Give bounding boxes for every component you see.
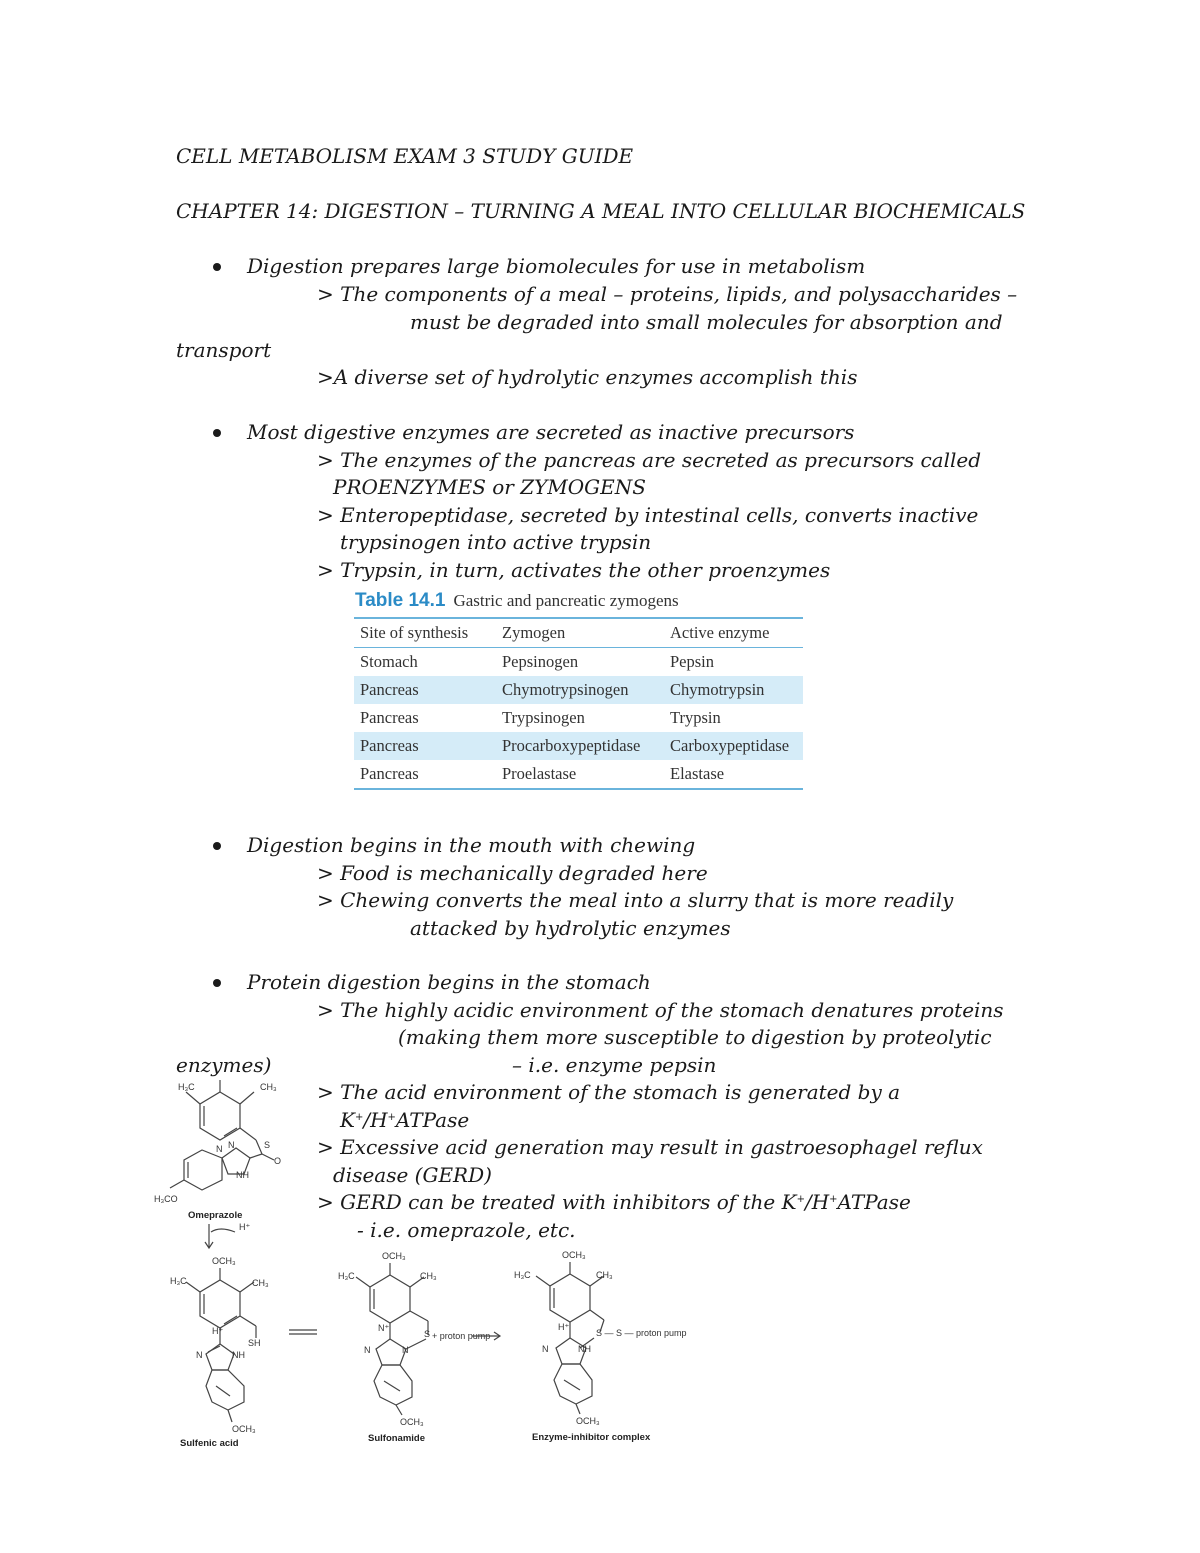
methyl-label: H₃C	[338, 1271, 355, 1281]
bullet-2-heading: Most digestive enzymes are secreted as inactive precursors	[247, 420, 855, 444]
sulfur-label: S	[424, 1329, 431, 1339]
bullet-1-line: >A diverse set of hydrolytic enzymes accomplish this	[317, 365, 858, 389]
bullet-2-line: > Trypsin, in turn, activates the other proenzymes	[317, 558, 831, 582]
proton-pump-label: + proton pump	[432, 1331, 491, 1341]
sulfenic-acid-label: Sulfenic acid	[180, 1438, 239, 1449]
methoxy-label: OCH₃	[232, 1424, 256, 1434]
proton-symbol: /H	[363, 1108, 388, 1132]
table-cell: Chymotrypsinogen	[496, 676, 664, 704]
methyl-label: CH₃	[420, 1271, 437, 1281]
hplus-label: H⁺	[558, 1322, 570, 1332]
bullet-1-line: transport	[176, 338, 272, 362]
table-cell: Trypsin	[670, 708, 721, 727]
bullet-dot	[213, 429, 221, 437]
bullet-dot	[213, 263, 221, 271]
table-header-row	[354, 618, 803, 648]
table-cell: Pancreas	[360, 708, 419, 727]
enzyme-inhibitor-label: Enzyme-inhibitor complex	[532, 1432, 651, 1443]
equilibrium-arrow	[285, 1322, 325, 1342]
superscript-plus: +	[796, 1194, 805, 1205]
table-cell: Proelastase	[496, 760, 664, 789]
hplus-label: H⁺	[212, 1326, 224, 1336]
bullet-dot	[213, 979, 221, 987]
bullet-2-line: PROENZYMES or ZYMOGENS	[333, 475, 646, 499]
table-row	[354, 648, 803, 677]
bullet-2-line: > Enteropeptidase, secreted by intestinal cells, converts inactive	[317, 503, 979, 527]
gerd-text: > GERD can be treated with inhibitors of the K	[317, 1190, 797, 1214]
methoxy-label: OCH₃	[400, 1417, 424, 1427]
table-row	[354, 732, 803, 760]
table-row	[354, 704, 803, 732]
table-header: Active enzyme	[664, 618, 803, 648]
bullet-1-line: > The components of a meal – proteins, lipids, and polysaccharides –	[317, 282, 1018, 306]
methyl-label: CH₃	[260, 1082, 277, 1092]
forward-arrow	[470, 1328, 510, 1344]
methoxy-label: OCH₃	[562, 1250, 586, 1260]
enzyme-inhibitor-structure	[510, 1242, 710, 1447]
nitrogen-label: N	[402, 1345, 409, 1355]
bullet-4-line: > The highly acidic environment of the stomach denatures proteins	[317, 998, 1004, 1022]
oxygen-label: O	[274, 1156, 282, 1166]
table-cell: Carboxypeptidase	[664, 732, 803, 760]
bullet-4-line: - i.e. omeprazole, etc.	[357, 1218, 576, 1242]
nh-label: NH	[236, 1170, 249, 1180]
chapter-heading: CHAPTER 14: DIGESTION – TURNING A MEAL INTO CELLULAR BIOCHEMICALS	[176, 199, 1026, 223]
nitrogen-label: N	[216, 1144, 223, 1154]
methyl-label: H₃C	[178, 1082, 195, 1092]
table-header: Zymogen	[496, 618, 664, 648]
superscript-plus: +	[829, 1194, 838, 1205]
methoxy-label: OCH₃	[576, 1416, 600, 1426]
bullet-4-line: (making them more susceptible to digestion by proteolytic	[398, 1025, 992, 1049]
bullet-4-line	[317, 1190, 911, 1214]
bullet-1-line: must be degraded into small molecules for absorption and	[410, 310, 1003, 334]
bullet-4-line: > Excessive acid generation may result in gastroesophagel reflux	[317, 1135, 983, 1159]
bullet-4-line	[340, 1108, 469, 1132]
bullet-3-line: > Chewing converts the meal into a slurry that is more readily	[317, 888, 954, 912]
bullet-4-line: enzymes)	[176, 1053, 272, 1077]
nitrogen-label: N	[364, 1345, 371, 1355]
table-cell: Stomach	[360, 652, 418, 671]
table-cell: Elastase	[664, 760, 803, 789]
proton-pump-label: S — S — proton pump	[596, 1328, 687, 1338]
omeprazole-structure	[150, 1070, 310, 1230]
nplus-label: N⁺	[378, 1323, 390, 1333]
sh-label: SH	[248, 1338, 261, 1348]
bullet-4-heading: Protein digestion begins in the stomach	[247, 970, 651, 994]
table-cell: Pancreas	[354, 676, 496, 704]
table-row	[354, 676, 803, 704]
proton-symbol: /H	[804, 1190, 830, 1214]
nitrogen-label: N	[196, 1350, 203, 1360]
sulfur-label: S	[264, 1140, 271, 1150]
methyl-label: CH₃	[252, 1278, 269, 1288]
bullet-2-line: > The enzymes of the pancreas are secreted as precursors called	[317, 448, 982, 472]
bullet-dot	[213, 842, 221, 850]
table-caption	[355, 590, 679, 612]
nh-label: NH	[232, 1350, 245, 1360]
table-number: Table 14.1	[355, 590, 446, 611]
nh-label: NH	[578, 1344, 591, 1354]
methyl-label: H₃C	[514, 1270, 531, 1280]
bullet-4-line: – i.e. enzyme pepsin	[512, 1053, 717, 1077]
proton-label: H⁺	[239, 1222, 251, 1232]
table-header: Site of synthesis	[354, 618, 496, 648]
atpase-text: ATPase	[837, 1190, 911, 1214]
methyl-label: H₃C	[170, 1276, 187, 1286]
bullet-3-heading: Digestion begins in the mouth with chewing	[247, 833, 696, 857]
table-cell: Procarboxypeptidase	[496, 732, 664, 760]
nitrogen-label: N	[542, 1344, 549, 1354]
sulfonamide-label: Sulfonamide	[368, 1433, 426, 1444]
methoxy-label: OCH₃	[212, 1256, 236, 1266]
superscript-plus: +	[387, 1112, 396, 1123]
omeprazole-label: Omeprazole	[188, 1210, 243, 1221]
potassium-symbol: K	[340, 1108, 355, 1132]
document-title: CELL METABOLISM EXAM 3 STUDY GUIDE	[176, 144, 634, 168]
methyl-label: CH₃	[596, 1270, 613, 1280]
bullet-1-heading: Digestion prepares large biomolecules for use in metabolism	[247, 254, 866, 278]
bullet-4-line: disease (GERD)	[333, 1163, 492, 1187]
table-caption-text: Gastric and pancreatic zymogens	[453, 591, 679, 610]
table-row	[354, 760, 803, 789]
sulfonamide-structure	[330, 1245, 510, 1445]
methoxy-label: OCH₃	[382, 1251, 406, 1261]
bullet-4-line: > The acid environment of the stomach is generated by a	[317, 1080, 901, 1104]
bullet-3-line: > Food is mechanically degraded here	[317, 861, 708, 885]
bullet-3-line: attacked by hydrolytic enzymes	[410, 916, 731, 940]
bullet-2-line: trypsinogen into active trypsin	[340, 530, 652, 554]
table-cell: Pancreas	[354, 732, 496, 760]
sulfenic-acid-structure	[150, 1250, 290, 1450]
table-cell: Chymotrypsin	[664, 676, 803, 704]
superscript-plus: +	[354, 1112, 364, 1123]
table-cell: Trypsinogen	[502, 708, 585, 727]
zymogen-table	[354, 617, 803, 790]
table-cell: Pepsinogen	[502, 652, 579, 671]
atpase-text: ATPase	[395, 1108, 470, 1132]
nitrogen-label: N	[228, 1140, 235, 1150]
table-cell: Pancreas	[354, 760, 496, 789]
methoxy-label: H₃CO	[154, 1194, 178, 1204]
table-cell: Pepsin	[670, 652, 715, 671]
